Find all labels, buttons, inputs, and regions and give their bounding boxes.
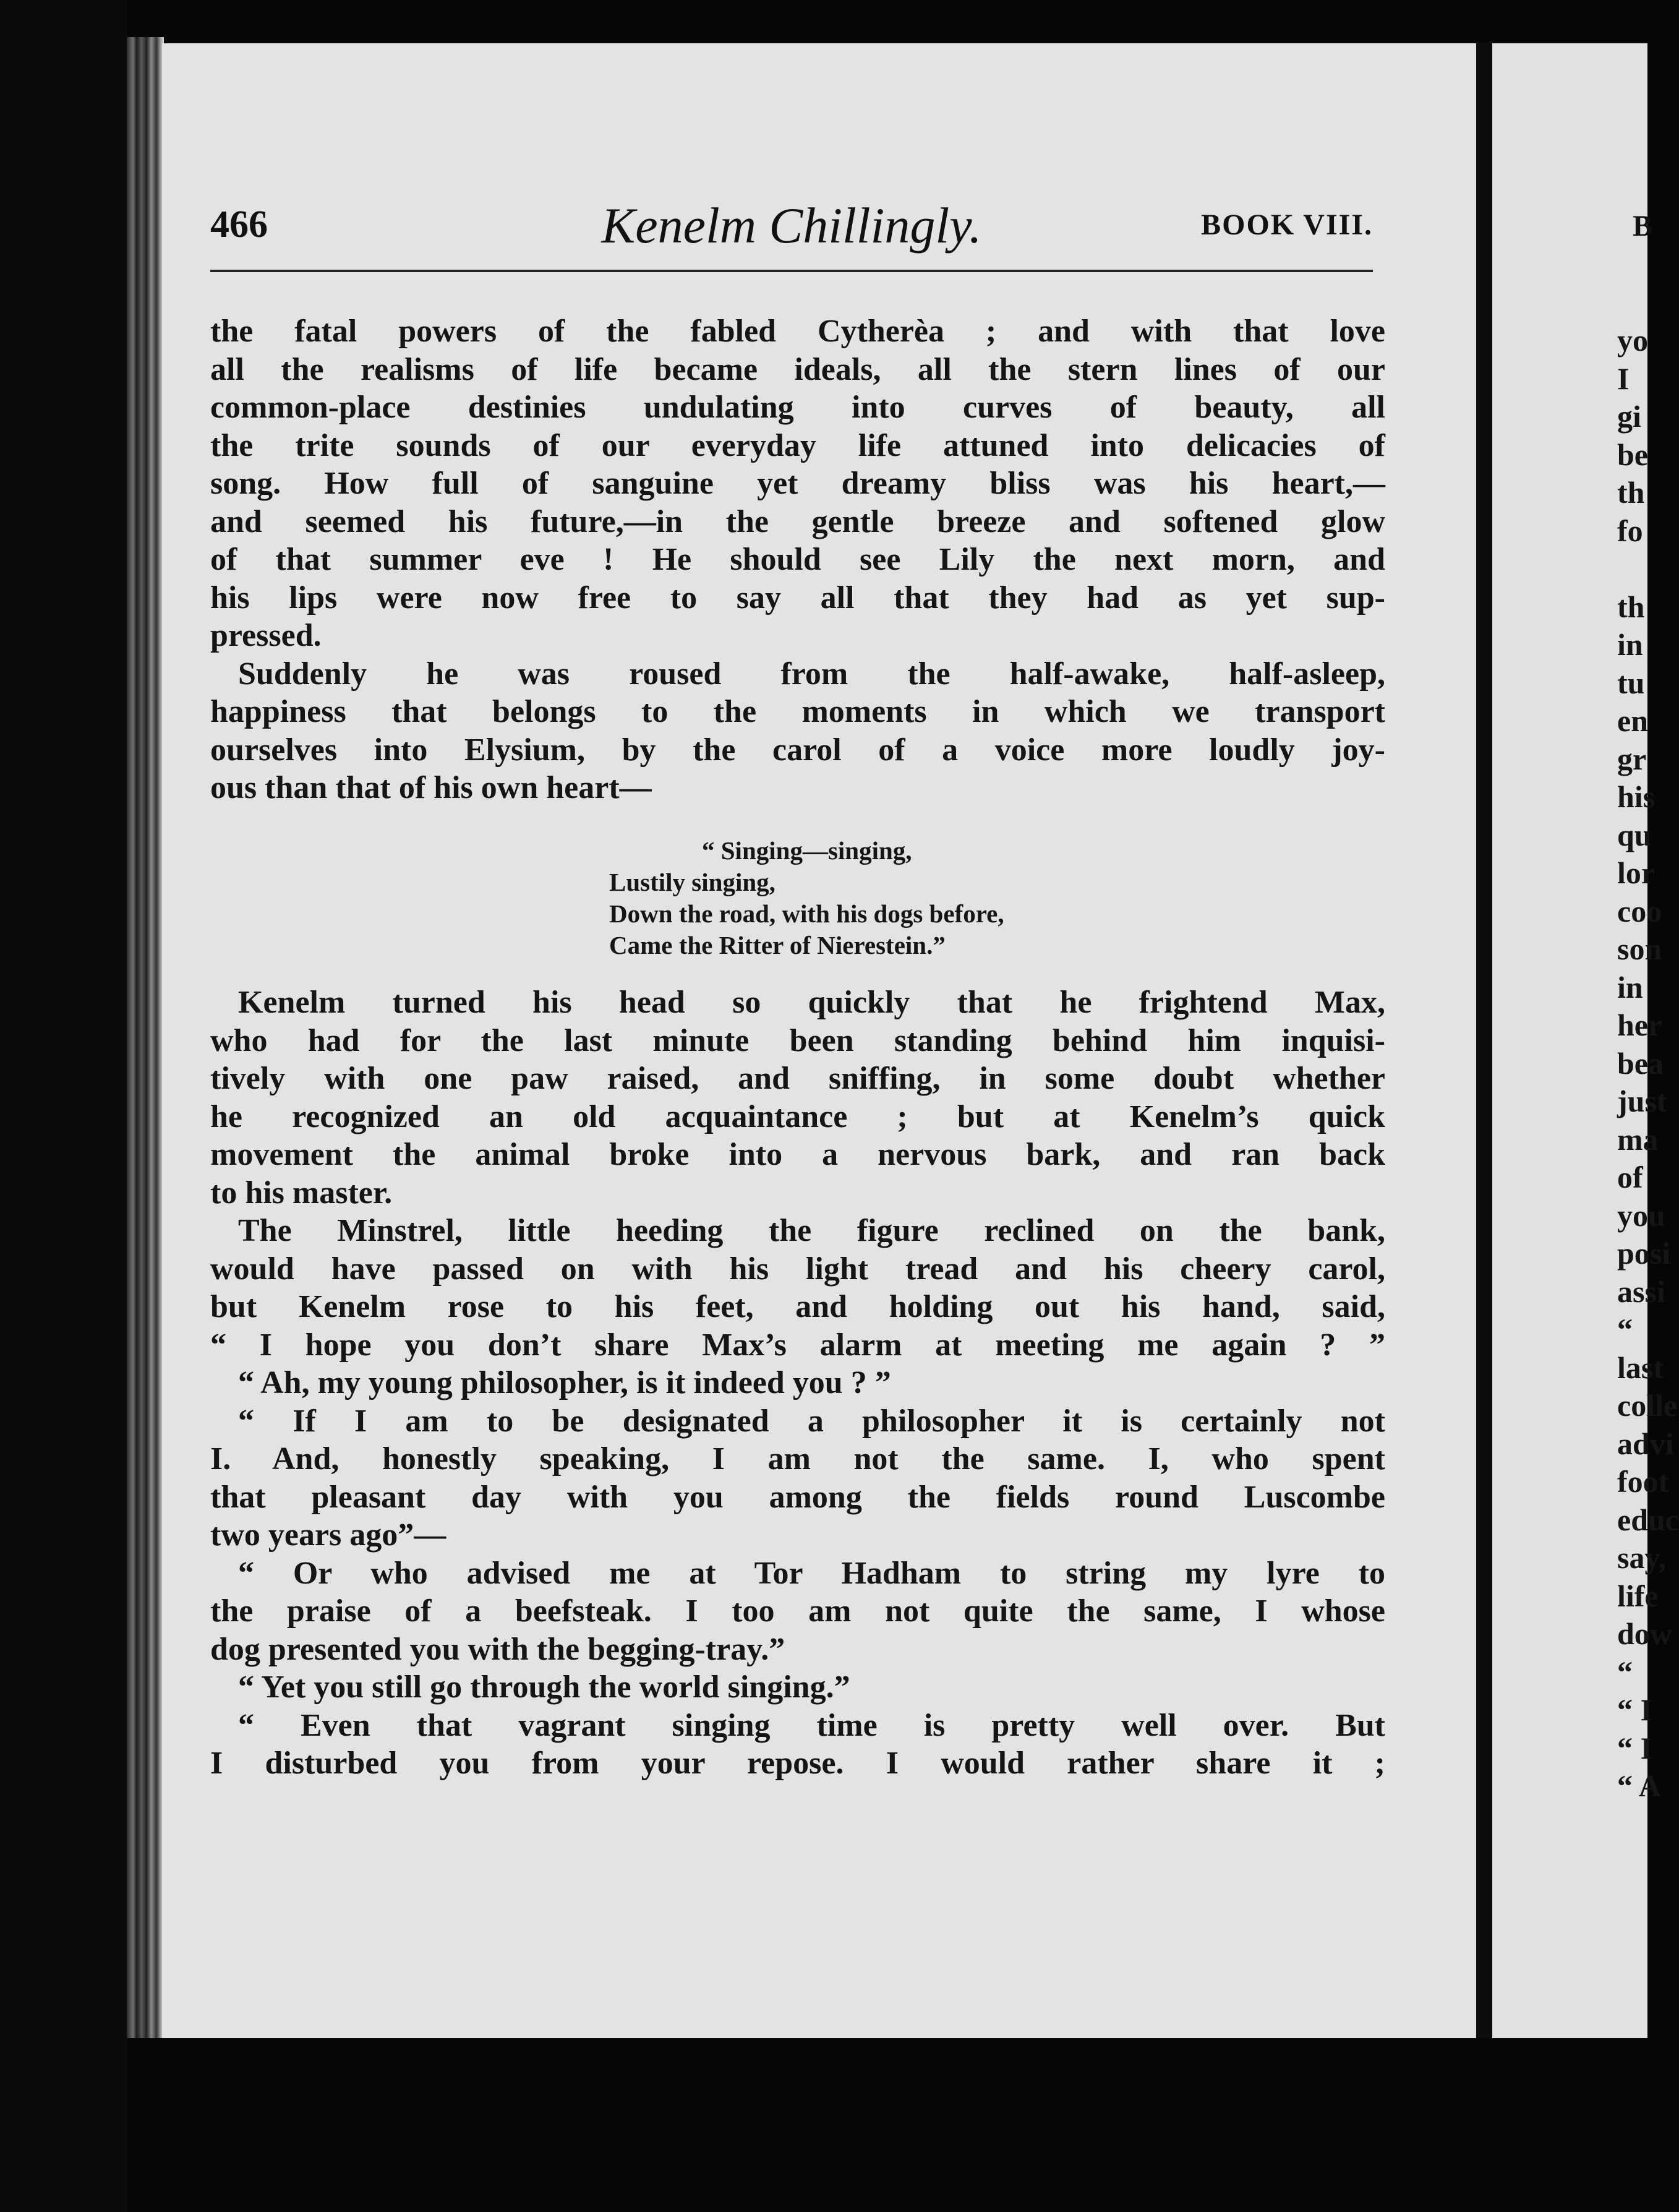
- facing-page-fragment: tu: [1617, 665, 1645, 700]
- facing-page-fragment: “: [1617, 1312, 1633, 1347]
- facing-page-fragment: [1617, 550, 1654, 588]
- verse-quotation: [609, 835, 1228, 961]
- facing-page-fragment: qu: [1617, 817, 1652, 852]
- text-line: two years ago”—: [210, 1517, 446, 1553]
- book-spine: [127, 37, 164, 2038]
- facing-page-fragment: in: [1617, 627, 1643, 662]
- verse-line: “ Singing—singing,: [702, 836, 912, 865]
- facing-page-fragment: I: [1617, 361, 1630, 396]
- facing-page-fragment: her: [1617, 1008, 1662, 1042]
- text-line: “ I hope you don’t share Max’s alarm at meeting me again ? ”: [210, 1327, 1385, 1363]
- facing-page-fragment: bea: [1617, 1045, 1664, 1081]
- text-line: that pleasant day with you among the fields round Luscombe: [210, 1479, 1385, 1515]
- text-line: but Kenelm rose to his feet, and holding out his hand, said,: [210, 1289, 1385, 1324]
- text-line: to his master.: [210, 1175, 393, 1211]
- text-line: the fatal powers of the fabled Cytherèa ; and with that love: [210, 314, 1385, 349]
- facing-page-fragment: in: [1617, 969, 1643, 1005]
- facing-page-fragment: fo: [1617, 513, 1643, 548]
- facing-page-fragment: coo: [1617, 893, 1662, 928]
- text-line: song. How full of sanguine yet dreamy bliss was his heart,—: [210, 466, 1385, 501]
- text-line: common-place destinies undulating into curves of beauty, all: [210, 390, 1385, 425]
- text-line: I disturbed you from your repose. I would rather share it ;: [210, 1746, 1385, 1781]
- facing-page-fragment: advi: [1617, 1426, 1674, 1461]
- facing-page-fragment: be: [1617, 437, 1648, 472]
- scan-left-margin: [0, 0, 127, 2212]
- verse-line: Down the road, with his dogs before,: [609, 899, 1004, 928]
- facing-page-fragment: en: [1617, 703, 1648, 738]
- text-line: who had for the last minute been standing behind him inquisi-: [210, 1022, 1385, 1058]
- scan-bottom-margin: [127, 2038, 1647, 2212]
- text-line: happiness that belongs to the moments in which we transport: [210, 694, 1385, 729]
- facing-page-fragment: you: [1617, 1198, 1665, 1233]
- text-line: dog presented you with the begging-tray.”: [210, 1631, 785, 1667]
- text-line: pressed.: [210, 618, 322, 653]
- facing-page-fragment: assi: [1617, 1274, 1665, 1309]
- text-line: tively with one paw raised, and sniffing, in some doubt whether: [210, 1061, 1385, 1096]
- text-line: the praise of a beefsteak. I too am not quite the same, I whose: [210, 1593, 1385, 1629]
- facing-page-fragment: dow: [1617, 1616, 1672, 1651]
- facing-page-fragment: of: [1617, 1160, 1643, 1194]
- facing-page-fragment: educ: [1617, 1502, 1679, 1537]
- running-header: [210, 197, 1373, 259]
- body-text-top: [210, 312, 1385, 807]
- facing-page-fragment: lor: [1617, 855, 1656, 890]
- text-line: “ Even that vagrant singing time is pretty well over. But: [238, 1707, 1385, 1743]
- facing-page-fragment: son: [1617, 932, 1662, 966]
- text-line: his lips were now free to say all that they had as yet sup-: [210, 580, 1385, 615]
- text-line: movement the animal broke into a nervous bark, and ran back: [210, 1137, 1385, 1172]
- text-line: “ Ah, my young philosopher, is it indeed you ? ”: [238, 1365, 891, 1400]
- facing-page-fragment: ma: [1617, 1121, 1659, 1157]
- facing-page-fragment: “ I: [1617, 1692, 1652, 1727]
- facing-page-fragment: “ A: [1617, 1768, 1661, 1803]
- text-line: of that summer eve ! He should see Lily the next morn, and: [210, 542, 1385, 577]
- facing-page-fragment: yo: [1617, 323, 1648, 358]
- facing-page-fragment: say,: [1617, 1540, 1667, 1575]
- facing-page-fragment: th: [1617, 589, 1645, 624]
- text-line: the trite sounds of our everyday life attuned into delicacies of: [210, 427, 1385, 463]
- header-rule: [210, 270, 1373, 272]
- text-line: The Minstrel, little heeding the figure reclined on the bank,: [238, 1213, 1385, 1248]
- body-text-bottom: [210, 984, 1385, 1783]
- verse-line: Lustily singing,: [609, 868, 775, 896]
- facing-page-fragment: colle: [1617, 1388, 1678, 1423]
- text-line: all the realisms of life became ideals, all the stern lines of our: [210, 351, 1385, 387]
- page-gutter: [1476, 43, 1492, 2038]
- page-number: 466: [210, 204, 268, 246]
- text-line: I. And, honestly speaking, I am not the same. I, who spent: [210, 1441, 1385, 1477]
- text-line: and seemed his future,—in the gentle breeze and softened glow: [210, 504, 1385, 539]
- facing-page-fragment: posi: [1617, 1236, 1671, 1271]
- facing-page-fragment: “: [1617, 1654, 1633, 1689]
- text-line: “ If I am to be designated a philosopher it is certainly not: [238, 1403, 1385, 1439]
- text-line: Suddenly he was roused from the half-awake, half-asleep,: [238, 656, 1385, 692]
- facing-page-fragment: just: [1617, 1084, 1667, 1118]
- facing-page-header-fragment: B: [1633, 210, 1653, 242]
- facing-page-text-fragments: [1617, 322, 1679, 1806]
- facing-page-fragment: his: [1617, 779, 1656, 814]
- running-title: Kenelm Chillingly.: [601, 197, 982, 254]
- book-label: BOOK VIII.: [1201, 208, 1373, 241]
- facing-page-fragment: life: [1617, 1578, 1659, 1613]
- text-line: “ Or who advised me at Tor Hadham to string my lyre to: [238, 1555, 1385, 1591]
- facing-page-fragment: “ I: [1617, 1730, 1652, 1765]
- text-line: ourselves into Elysium, by the carol of a voice more loudly joy-: [210, 732, 1385, 768]
- facing-page-fragment: gr: [1617, 741, 1647, 776]
- verse-line: Came the Ritter of Nierestein.”: [609, 931, 946, 959]
- text-line: would have passed on with his light tread and his cheery carol,: [210, 1251, 1385, 1287]
- facing-page-fragment: foot: [1617, 1464, 1669, 1499]
- facing-page-fragment: last: [1617, 1350, 1664, 1385]
- text-line: Kenelm turned his head so quickly that he frightend Max,: [238, 985, 1385, 1020]
- text-line: “ Yet you still go through the world singing.”: [238, 1670, 850, 1705]
- text-line: ous than that of his own heart—: [210, 770, 652, 805]
- text-line: he recognized an old acquaintance ; but at Kenelm’s quick: [210, 1099, 1385, 1134]
- facing-page-fragment: th: [1617, 475, 1645, 510]
- facing-page-fragment: gi: [1617, 399, 1641, 434]
